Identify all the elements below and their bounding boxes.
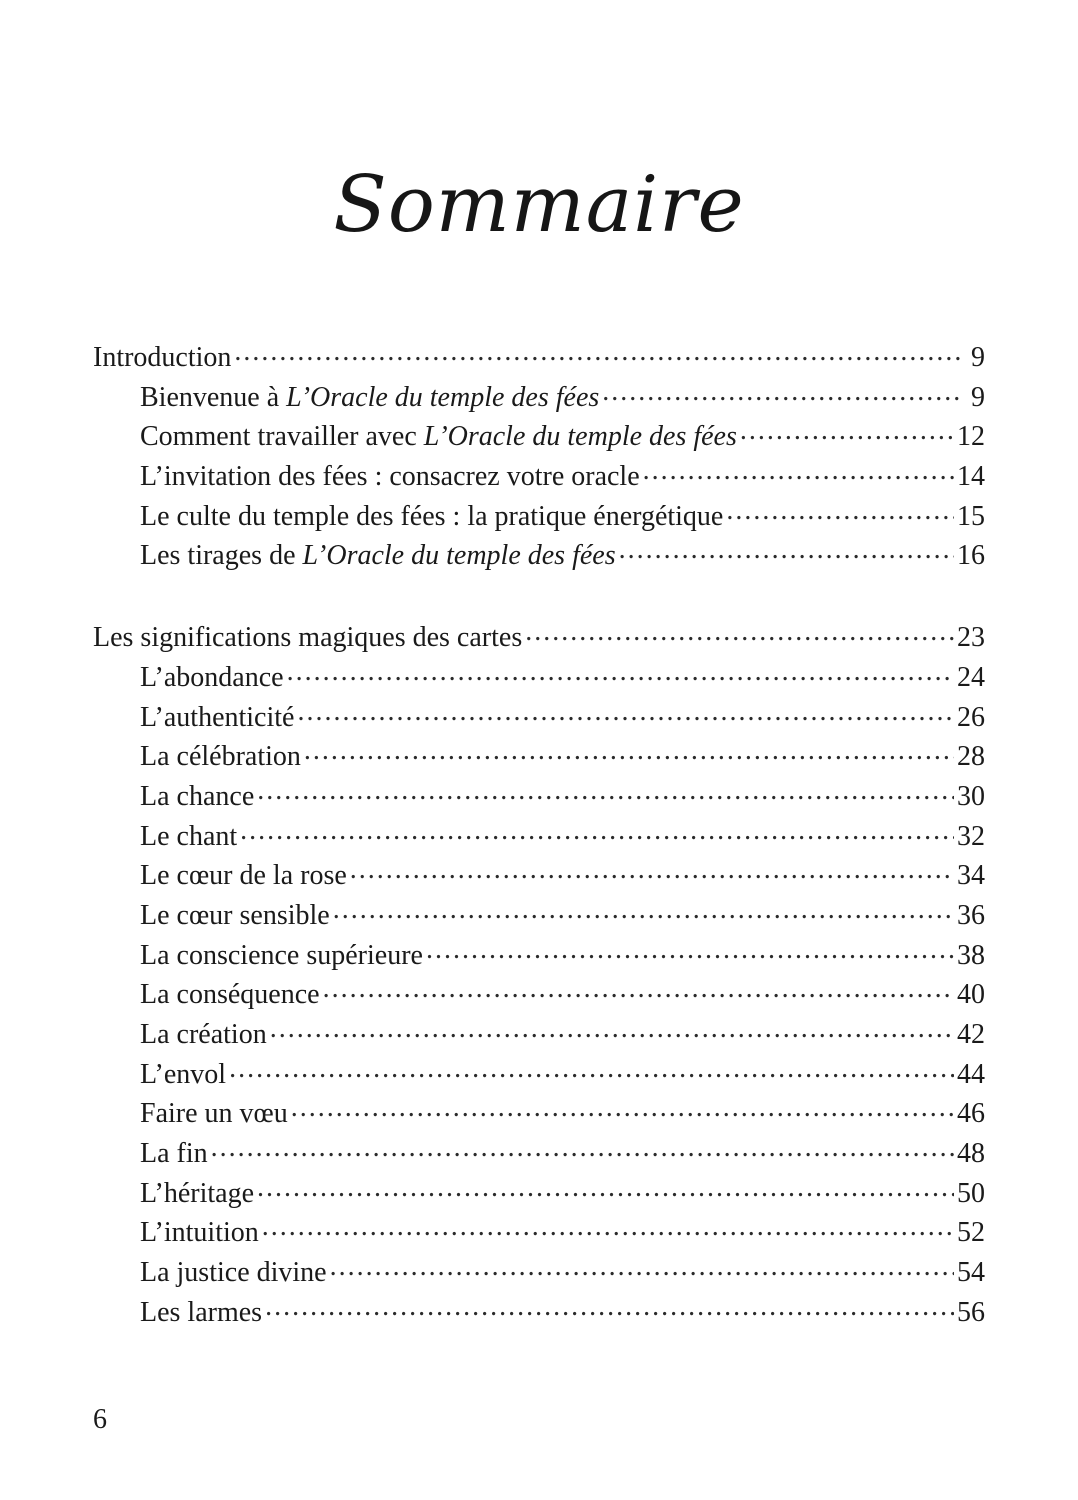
toc-page-number: 52 — [957, 1217, 985, 1249]
toc-entry-text: Le cœur de la rose — [140, 860, 347, 892]
toc-entry[interactable] — [93, 975, 985, 1015]
toc-entry[interactable] — [93, 777, 985, 817]
toc-entry-text: L’authenticité — [140, 701, 295, 733]
toc-entry-text: Les tirages de — [140, 540, 303, 572]
toc-entry-title — [140, 497, 723, 537]
toc-entry[interactable] — [93, 1094, 985, 1134]
toc-page-number: 15 — [957, 500, 985, 532]
toc-entry-text: La conséquence — [140, 979, 320, 1011]
toc-entry[interactable] — [93, 658, 985, 698]
toc-entry-title — [140, 536, 616, 576]
toc-page-number: 34 — [957, 860, 985, 892]
toc-entry-title — [140, 817, 237, 857]
toc-page-number: 28 — [957, 741, 985, 773]
toc-entry-book-title: L’Oracle du temple des fées — [286, 381, 600, 413]
toc-section-title: Introduction — [93, 342, 232, 373]
dot-leader — [297, 698, 954, 726]
toc-entry-text: L’abondance — [140, 661, 284, 693]
toc-page-number: 38 — [957, 939, 985, 971]
toc-section-heading[interactable] — [93, 338, 985, 378]
toc-page-number: 44 — [957, 1058, 985, 1090]
dot-leader — [350, 856, 954, 884]
toc-entry[interactable] — [93, 497, 985, 537]
toc-entry-title — [140, 1055, 226, 1095]
toc-page-number: 9 — [971, 342, 985, 373]
toc-entry-text: L’intuition — [140, 1217, 259, 1249]
toc-entry-text: Le chant — [140, 820, 238, 852]
toc-entry-title — [140, 1015, 267, 1055]
dot-leader — [323, 975, 954, 1003]
toc-entry-title — [140, 1253, 327, 1293]
toc-page-number: 42 — [957, 1019, 985, 1050]
toc-entry-title — [140, 1213, 259, 1253]
toc-page-number: 36 — [957, 899, 985, 931]
toc-entry-title — [140, 975, 320, 1015]
toc-page-number: 40 — [957, 979, 985, 1011]
dot-leader — [257, 1174, 954, 1202]
dot-leader — [602, 378, 962, 406]
toc-entry-text: La justice divine — [140, 1257, 327, 1289]
toc-page-number: 9 — [971, 381, 985, 413]
dot-leader — [240, 817, 954, 845]
dot-leader — [229, 1055, 954, 1083]
toc-entry-text: L’héritage — [140, 1177, 255, 1209]
page-title: Sommaire — [333, 160, 745, 250]
toc-entry-title — [140, 658, 284, 698]
toc-section-title: Les significations magiques des cartes — [93, 622, 523, 654]
toc-entry-title — [140, 936, 423, 976]
toc-page-number: 46 — [957, 1098, 985, 1130]
dot-leader — [426, 936, 954, 964]
toc-entry-text: Faire un vœu — [140, 1098, 288, 1130]
toc-page-number: 48 — [957, 1138, 985, 1170]
toc-entry[interactable] — [93, 896, 985, 936]
dot-leader — [330, 1253, 954, 1281]
toc-page-number: 23 — [957, 622, 985, 654]
dot-leader — [291, 1094, 954, 1122]
dot-leader — [257, 777, 954, 805]
toc-entry-text: La création — [140, 1019, 267, 1050]
toc-entry-book-title: L’Oracle du temple des fées — [302, 540, 616, 572]
dot-leader — [270, 1015, 954, 1043]
toc-entry[interactable] — [93, 936, 985, 976]
toc-entry-text: Bienvenue à — [140, 381, 287, 413]
toc-entry[interactable] — [93, 457, 985, 497]
dot-leader — [265, 1293, 954, 1321]
toc-entry-title — [140, 1094, 288, 1134]
toc-page-number: 32 — [957, 820, 985, 852]
toc-entry-title — [140, 417, 737, 457]
toc-entry-title — [140, 698, 294, 738]
toc-entry[interactable] — [93, 536, 985, 576]
toc-page-number: 54 — [957, 1257, 985, 1289]
dot-leader — [525, 618, 954, 646]
toc-entry-text: La fin — [140, 1138, 208, 1170]
section-gap — [93, 576, 985, 618]
toc-entry-title — [140, 777, 254, 817]
page-number: 6 — [93, 1404, 107, 1435]
toc-page-number: 26 — [957, 701, 985, 733]
toc-entry-title — [140, 1134, 208, 1174]
toc-entry-title — [140, 856, 347, 896]
toc-entry-text: La chance — [140, 780, 255, 812]
toc-entry[interactable] — [93, 1293, 985, 1333]
toc-entry[interactable] — [93, 1055, 985, 1095]
toc-entry-text: L’envol — [140, 1058, 227, 1090]
toc-page-number: 16 — [957, 540, 985, 572]
toc-entry[interactable] — [93, 1213, 985, 1253]
dot-leader — [304, 737, 954, 765]
toc-entry-text: Le culte du temple des fées : la pratique énergétique — [140, 500, 724, 532]
toc-entry-text: Les larmes — [140, 1296, 263, 1328]
toc-page-number: 56 — [957, 1296, 985, 1328]
toc-entry[interactable] — [93, 856, 985, 896]
toc-page-number: 30 — [957, 780, 985, 812]
toc-entry-title — [140, 378, 599, 418]
dot-leader — [726, 497, 954, 525]
toc-entry[interactable] — [93, 737, 985, 777]
toc-page-number: 12 — [957, 421, 985, 453]
toc-entry[interactable] — [93, 1015, 985, 1055]
toc-entry[interactable] — [93, 817, 985, 857]
toc-entry-title — [140, 457, 640, 497]
toc-entry-title — [140, 896, 330, 936]
toc-entry[interactable] — [93, 1174, 985, 1214]
toc-entry-text: L’invitation des fées : consacrez votre oracle — [140, 461, 640, 493]
dot-leader — [234, 338, 962, 366]
toc-entry-book-title: L’Oracle du temple des fées — [423, 421, 737, 453]
toc-entry[interactable] — [93, 378, 985, 418]
toc-entry[interactable] — [93, 698, 985, 738]
toc-page-number: 24 — [957, 661, 985, 693]
toc-page-number: 14 — [957, 461, 985, 493]
dot-leader — [262, 1213, 954, 1241]
toc-entry-title — [140, 1293, 262, 1333]
toc-entry-text: La conscience supérieure — [140, 939, 423, 971]
toc-entry-title — [140, 1174, 254, 1214]
toc-entry[interactable] — [93, 417, 985, 457]
toc-entry-title — [140, 737, 301, 777]
toc-page-number: 50 — [957, 1177, 985, 1209]
dot-leader — [643, 457, 954, 485]
toc-entry-text: Le cœur sensible — [140, 899, 330, 931]
table-of-contents — [93, 338, 985, 1333]
toc-entry-text: La célébration — [140, 741, 301, 773]
dot-leader — [211, 1134, 954, 1162]
dot-leader — [333, 896, 954, 924]
dot-leader — [740, 417, 954, 445]
toc-section-heading[interactable] — [93, 618, 985, 658]
dot-leader — [619, 536, 954, 564]
toc-entry[interactable] — [93, 1253, 985, 1293]
toc-entry-text: Comment travailler avec — [140, 421, 424, 453]
dot-leader — [287, 658, 954, 686]
toc-entry[interactable] — [93, 1134, 985, 1174]
